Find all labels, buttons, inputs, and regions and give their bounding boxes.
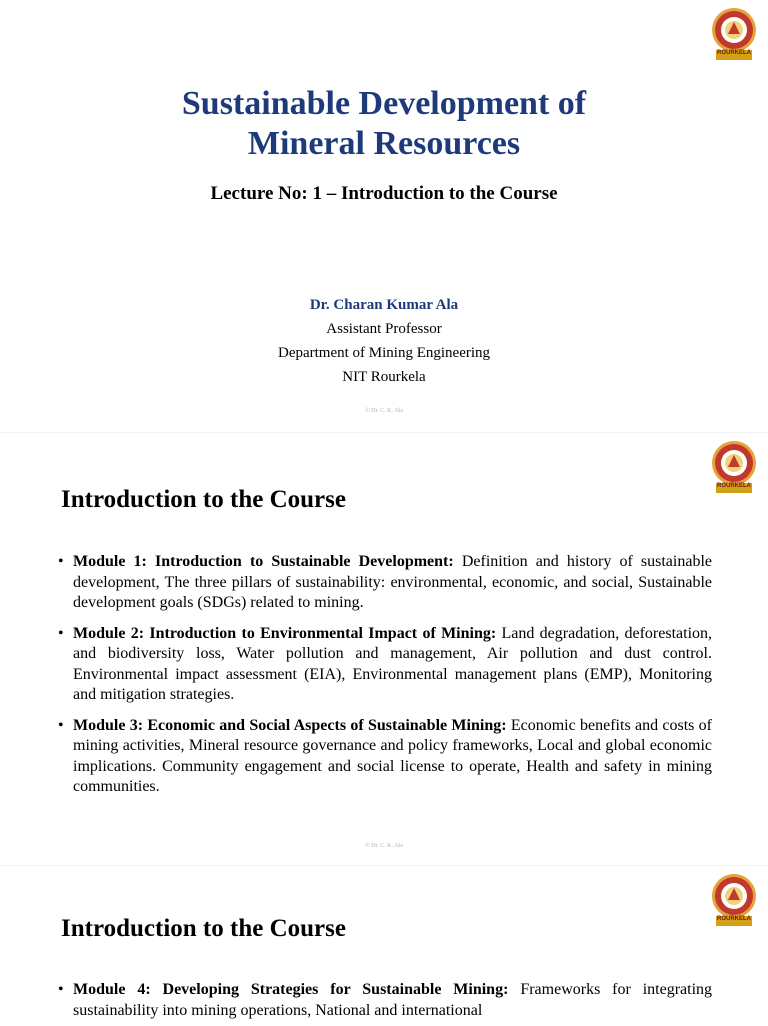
bullet: •	[58, 716, 64, 734]
list-item	[58, 552, 712, 614]
module-body: Land degradation, deforestation, and biodiversity loss, Water pollution and management, Air pollution and dust control. Environmental impact assessment (EIA), Environmental management plans (EMP), Monitoring and mitigation strategies.	[73, 624, 713, 703]
module-title: Module 4: Developing Strategies for Sustainable Mining:	[73, 981, 509, 998]
logo-label: ROURKELA	[717, 50, 751, 56]
module-body: Economic benefits and costs of mining activities, Mineral resource governance and policy frameworks, Local and global economic implications. Community engagement and social license to operate, Health and safety in mining communities.	[73, 716, 713, 795]
presentation-title	[0, 84, 768, 164]
watermark: © Dr. C. K. Ala	[365, 408, 403, 414]
author-department: Department of Mining Engineering	[277, 345, 491, 361]
list-item	[58, 980, 712, 1021]
bullet: •	[58, 624, 64, 642]
title-line-2: Mineral Resources	[247, 125, 521, 162]
module-title: Module 3: Economic and Social Aspects of Sustainable Mining:	[73, 716, 507, 734]
logo-label: ROURKELA	[717, 916, 751, 922]
title-slide	[0, 0, 768, 432]
lecture-subtitle: Lecture No: 1 – Introduction to the Course	[210, 183, 558, 204]
author-block	[0, 293, 768, 389]
author-role: Assistant Professor	[326, 321, 442, 337]
course-intro-slide-1	[0, 432, 768, 865]
title-line-1: Sustainable Development of	[181, 85, 587, 122]
list-item	[58, 716, 712, 798]
watermark: © Dr. C. K. Ala	[365, 843, 403, 849]
course-intro-slide-2	[0, 865, 768, 1026]
slide-heading: Introduction to the Course	[61, 915, 346, 942]
module-list	[58, 552, 712, 808]
module-list	[58, 980, 712, 1026]
module-title: Module 2: Introduction to Environmental Impact of Mining:	[73, 624, 497, 642]
module-body: Frameworks for integrating sustainability into mining operations, National and international	[73, 981, 713, 1019]
slide-heading: Introduction to the Course	[61, 486, 346, 513]
bullet: •	[58, 981, 64, 998]
module-title: Module 1: Introduction to Sustainable Development:	[73, 553, 454, 570]
author-institution: NIT Rourkela	[342, 369, 426, 385]
module-body: Definition and history of sustainable development, The three pillars of sustainability: environmental, economic, and social, Sustainable development goals (SDGs) related to mining.	[73, 553, 712, 611]
logo-label: ROURKELA	[717, 483, 751, 489]
author-name: Dr. Charan Kumar Ala	[309, 297, 459, 313]
bullet: •	[58, 553, 64, 570]
list-item	[58, 624, 712, 706]
